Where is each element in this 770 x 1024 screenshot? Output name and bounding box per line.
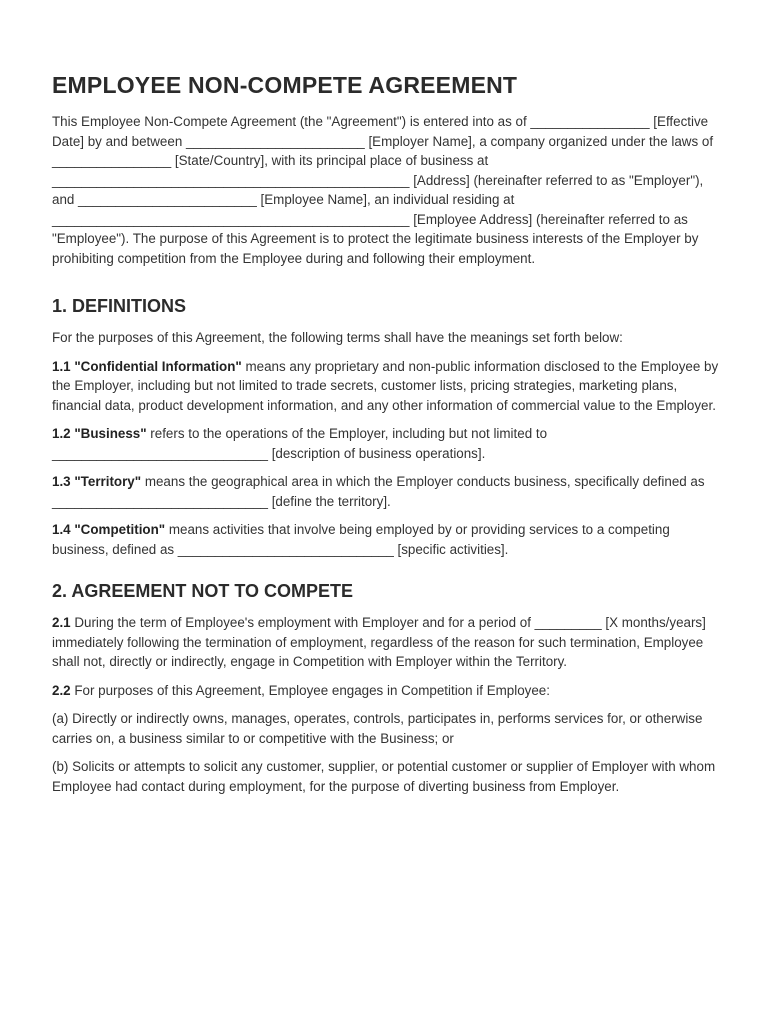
clause-text: During the term of Employee's employment with Employer and for a period of _________ [X months/years] immediately following the termination of employment, regardless of the reason for such termination, Employee shall not, directly or indirectly, engage in Competition with Employer within the Territory. bbox=[52, 615, 706, 669]
clause-label: 2.2 bbox=[52, 682, 71, 698]
definitions-intro: For the purposes of this Agreement, the following terms shall have the meanings set forth below: bbox=[52, 330, 623, 345]
clause-2-2-a bbox=[52, 709, 720, 748]
document-title: EMPLOYEE NON-COMPETE AGREEMENT bbox=[52, 72, 518, 98]
clause-text: (b) Solicits or attempts to solicit any customer, supplier, or potential customer or supplier of Employer with whom Employee had contact during employment, for the purpose of diverting business from Employer. bbox=[52, 759, 716, 794]
clause-2-1 bbox=[52, 613, 720, 672]
clause-label: 1.4 "Competition" bbox=[52, 522, 166, 537]
clause-1-4 bbox=[52, 520, 720, 559]
clause-label: 1.3 "Territory" bbox=[52, 474, 142, 489]
intro-paragraph: This Employee Non-Compete Agreement (the "Agreement") is entered into as of ________________ [Effective Date] by and between ________________________ [Employer Name], a company organized under the laws of ________________ [State/Country], with its principal place of business at ________________________________________________ [Address] (hereinafter referred to as "Employer"), and ________________________ [Employee Name], an individual residing at ________________________________________________ [Employee Address] (hereinafter referred to as "Employee"). The purpose of this Agreement is to protect the legitimate business interests of the Employer by prohibiting competition from the Employee during and following their employment. bbox=[52, 114, 714, 266]
section-heading-agreement-not-to-compete: 2. AGREEMENT NOT TO COMPETE bbox=[52, 581, 354, 601]
clause-1-3 bbox=[52, 472, 720, 511]
clause-text: For purposes of this Agreement, Employee engages in Competition if Employee: bbox=[70, 682, 550, 698]
clause-text: means any proprietary and non-public information disclosed to the Employee by the Employer, including but not limited to trade secrets, customer lists, pricing strategies, marketing plans, financial data, product development information, and any other information of commercial value to the Employer. bbox=[52, 358, 719, 413]
clause-text: means the geographical area in which the Employer conducts business, specifically defined as _____________________________ [define the territory]. bbox=[52, 474, 705, 509]
clause-2-2-b bbox=[52, 757, 720, 796]
document-page bbox=[52, 70, 720, 805]
clause-label: 2.1 bbox=[52, 615, 71, 630]
clause-text: (a) Directly or indirectly owns, manages, operates, controls, participates in, performs services for, or otherwise carries on, a business similar to or competitive with the Business; or bbox=[52, 711, 703, 746]
clause-1-1 bbox=[52, 357, 720, 416]
clause-2-2 bbox=[52, 681, 720, 701]
clause-text: means activities that involve being employed by or providing services to a competing business, defined as _____________________________ [specific activities]. bbox=[52, 522, 670, 557]
clause-label: 1.2 "Business" bbox=[52, 426, 147, 441]
clause-label: 1.1 "Confidential Information" bbox=[52, 358, 242, 374]
clause-1-2 bbox=[52, 424, 720, 463]
clause-text: refers to the operations of the Employer, including but not limited to _____________________________ [description of business operations]. bbox=[52, 426, 548, 461]
section-heading-definitions: 1. DEFINITIONS bbox=[52, 296, 187, 316]
